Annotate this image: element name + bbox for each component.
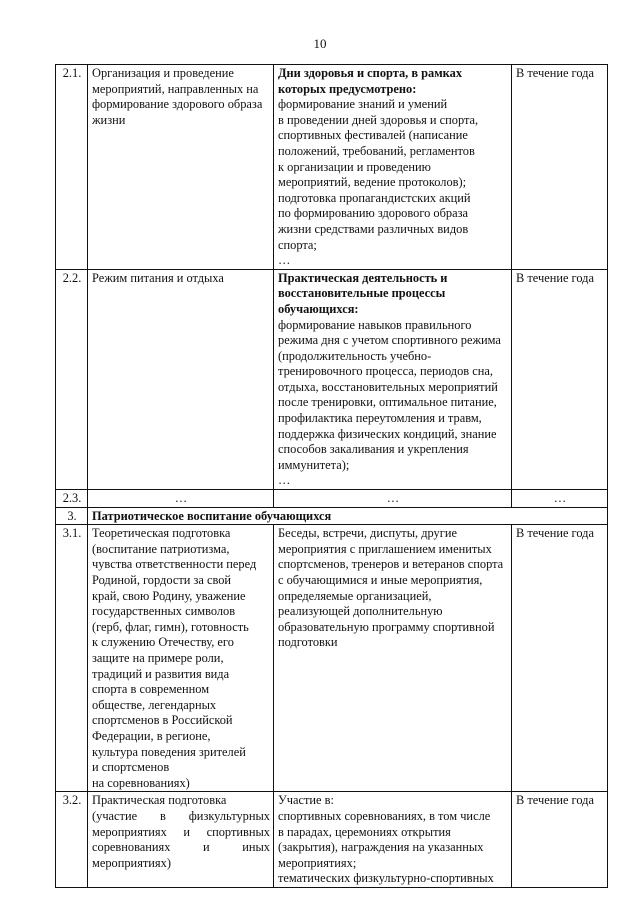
event-content <box>274 525 512 792</box>
name-line: соревнованиях и иных <box>92 840 270 855</box>
name-line: (герб, флаг, гимн), готовность <box>92 619 249 634</box>
content-line: Беседы, встречи, диспуты, другие <box>278 526 457 541</box>
name-line: Теоретическая подготовка <box>92 526 231 541</box>
name-line: Родиной, гордости за свой <box>92 573 232 587</box>
event-term: В течение года <box>512 792 608 888</box>
content-title: Практическая деятельность и восстановительные процессы обучающихся: <box>278 270 448 316</box>
name-line: Практическая подготовка <box>92 793 227 808</box>
table-row-3-2 <box>56 792 608 888</box>
row-number: 2.3. <box>56 490 88 508</box>
event-content <box>274 65 512 270</box>
row-number: 3.2. <box>56 792 88 888</box>
content-line: образовательную программу спортивной <box>278 619 495 634</box>
name-line: спорта в современном <box>92 682 210 697</box>
content-line: (закрытия), награждения на указанных <box>278 840 484 855</box>
content-line: мероприятий, ведение протоколов); <box>278 175 467 190</box>
name-line: на соревнованиях) <box>92 775 190 790</box>
content-line: формирование навыков правильного <box>278 317 472 332</box>
event-term: … <box>512 490 608 508</box>
event-name <box>88 792 274 888</box>
name-line: мероприятиях) <box>92 855 171 870</box>
content-line: подготовка пропагандистских акций <box>278 190 471 205</box>
event-term: В течение года <box>512 525 608 792</box>
content-line: спортивных фестивалей (написание <box>278 128 468 143</box>
content-line: Участие в: <box>278 793 334 808</box>
content-line: тематических физкультурно-спортивных <box>278 871 494 886</box>
section-number: 3. <box>56 507 88 525</box>
content-line: в парадах, церемониях открытия <box>278 824 451 839</box>
name-line: (участие в физкультурных <box>92 808 270 823</box>
name-line: обществе, легендарных <box>92 697 217 712</box>
content-line: к организации и проведению <box>278 159 431 174</box>
content-line: спорта; <box>278 237 317 252</box>
table-row-2-2 <box>56 269 608 489</box>
row-number: 2.2. <box>56 269 88 489</box>
content-line: с обучающимися и иные мероприятия, <box>278 573 483 587</box>
page-number: 10 <box>313 36 327 51</box>
content-line: по формированию здорового образа <box>278 206 468 221</box>
name-line: защите на примере роли, <box>92 650 224 665</box>
event-content: … <box>274 490 512 508</box>
content-title: Дни здоровья и спорта, в рамках которых предусмотрено: <box>278 66 463 96</box>
content-line: после тренировки, оптимальное питание, <box>278 395 497 410</box>
content-line: спортсменов, тренеров и ветеранов спорта <box>278 557 504 572</box>
name-line: к служению Отечеству, его <box>92 635 234 650</box>
name-line: культура поведения зрителей <box>92 744 246 759</box>
content-line: профилактика переутомления и травм, <box>278 411 482 426</box>
content-line: реализующей дополнительную <box>278 604 443 619</box>
event-name: … <box>88 490 274 508</box>
content-line: отдыха, восстановительных мероприятий <box>278 379 498 394</box>
content-line: тренировочного процесса, периодов сна, <box>278 364 493 379</box>
name-line: Федерации, в регионе, <box>92 728 211 743</box>
section-title: Патриотическое воспитание обучающихся <box>88 507 608 525</box>
content-line: способов закаливания и укрепления <box>278 442 469 457</box>
name-line: чувства ответственности перед <box>92 557 257 572</box>
name-line: государственных символов <box>92 604 236 619</box>
content-line: определяемые организацией, <box>278 588 432 603</box>
name-line: край, свою Родину, уважение <box>92 588 246 603</box>
name-line: традиций и развития вида <box>92 666 230 681</box>
content-line: (продолжительность учебно- <box>278 348 432 363</box>
content-line: спортивных соревнованиях, в том числе <box>278 808 491 823</box>
content-line: положений, требований, регламентов <box>278 143 475 158</box>
name-line: мероприятиях и спортивных <box>92 824 270 839</box>
event-content <box>274 792 512 888</box>
name-line: и спортсменов <box>92 760 170 775</box>
table-section-3 <box>56 507 608 525</box>
table-row-2-3 <box>56 490 608 508</box>
row-number: 2.1. <box>56 65 88 270</box>
event-name: Режим питания и отдыха <box>88 269 274 489</box>
name-line: (воспитание патриотизма, <box>92 541 230 556</box>
content-line: подготовки <box>278 635 338 650</box>
event-name: Организация и проведение мероприятий, направленных на формирование здорового образа жизни <box>88 65 274 270</box>
event-name <box>88 525 274 792</box>
events-plan-table <box>55 64 608 888</box>
content-line: жизни средствами различных видов <box>278 221 469 236</box>
name-line: спортсменов в Российской <box>92 713 233 728</box>
content-line: мероприятия с приглашением именитых <box>278 541 492 556</box>
row-number: 3.1. <box>56 525 88 792</box>
event-content <box>274 269 512 489</box>
table-row-2-1 <box>56 65 608 270</box>
content-ellipsis: … <box>278 253 291 268</box>
event-term: В течение года <box>512 65 608 270</box>
event-term: В течение года <box>512 269 608 489</box>
content-line: поддержка физических кондиций, знание <box>278 426 497 441</box>
content-ellipsis: … <box>278 473 291 488</box>
content-line: режима дня с учетом спортивного режима <box>278 333 501 348</box>
content-line: мероприятиях; <box>278 855 357 870</box>
content-line: иммунитета); <box>278 457 350 472</box>
content-line: формирование знаний и умений <box>278 97 448 112</box>
table-row-3-1 <box>56 525 608 792</box>
content-line: в проведении дней здоровья и спорта, <box>278 112 479 127</box>
